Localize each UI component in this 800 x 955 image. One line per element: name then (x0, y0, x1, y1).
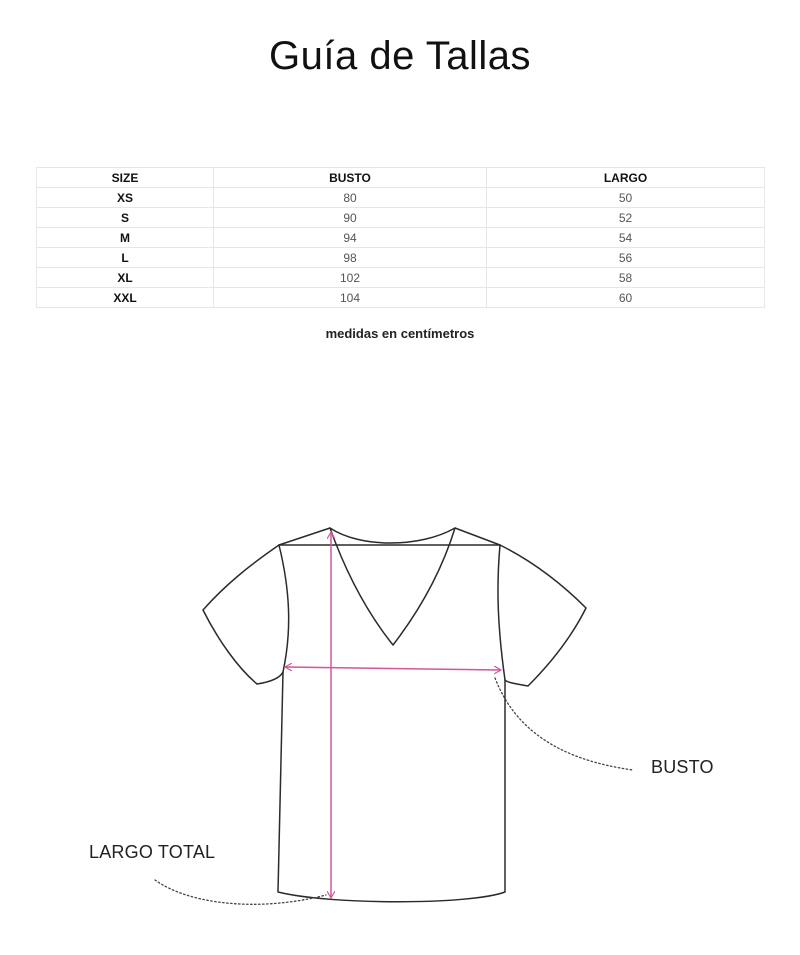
busto-leader-line (495, 678, 633, 770)
busto-cell: 102 (214, 268, 487, 288)
busto-label: BUSTO (651, 757, 714, 777)
tshirt-left-sleeve (203, 545, 283, 684)
busto-cell: 90 (214, 208, 487, 228)
largo-cell: 50 (487, 188, 765, 208)
size-cell: XS (37, 188, 214, 208)
largo-leader-line (155, 880, 326, 904)
largo-cell: 54 (487, 228, 765, 248)
largo-cell: 60 (487, 288, 765, 308)
largo-cell: 52 (487, 208, 765, 228)
header-busto: BUSTO (214, 168, 487, 188)
busto-cell: 94 (214, 228, 487, 248)
size-cell: S (37, 208, 214, 228)
largo-cell: 58 (487, 268, 765, 288)
busto-cell: 104 (214, 288, 487, 308)
tshirt-body-outline (278, 545, 505, 902)
largo-cell: 56 (487, 248, 765, 268)
size-cell: XXL (37, 288, 214, 308)
size-cell: M (37, 228, 214, 248)
busto-cell: 98 (214, 248, 487, 268)
size-cell: XL (37, 268, 214, 288)
page-title: Guía de Tallas (269, 34, 531, 78)
header-size: SIZE (37, 168, 214, 188)
units-note: medidas en centímetros (325, 326, 475, 341)
busto-measure-line (286, 667, 500, 670)
largo-total-label: LARGO TOTAL (89, 842, 216, 862)
busto-cell: 80 (214, 188, 487, 208)
tshirt-right-sleeve (500, 545, 586, 686)
header-largo: LARGO (487, 168, 765, 188)
tshirt-neckline (279, 528, 500, 545)
size-cell: L (37, 248, 214, 268)
